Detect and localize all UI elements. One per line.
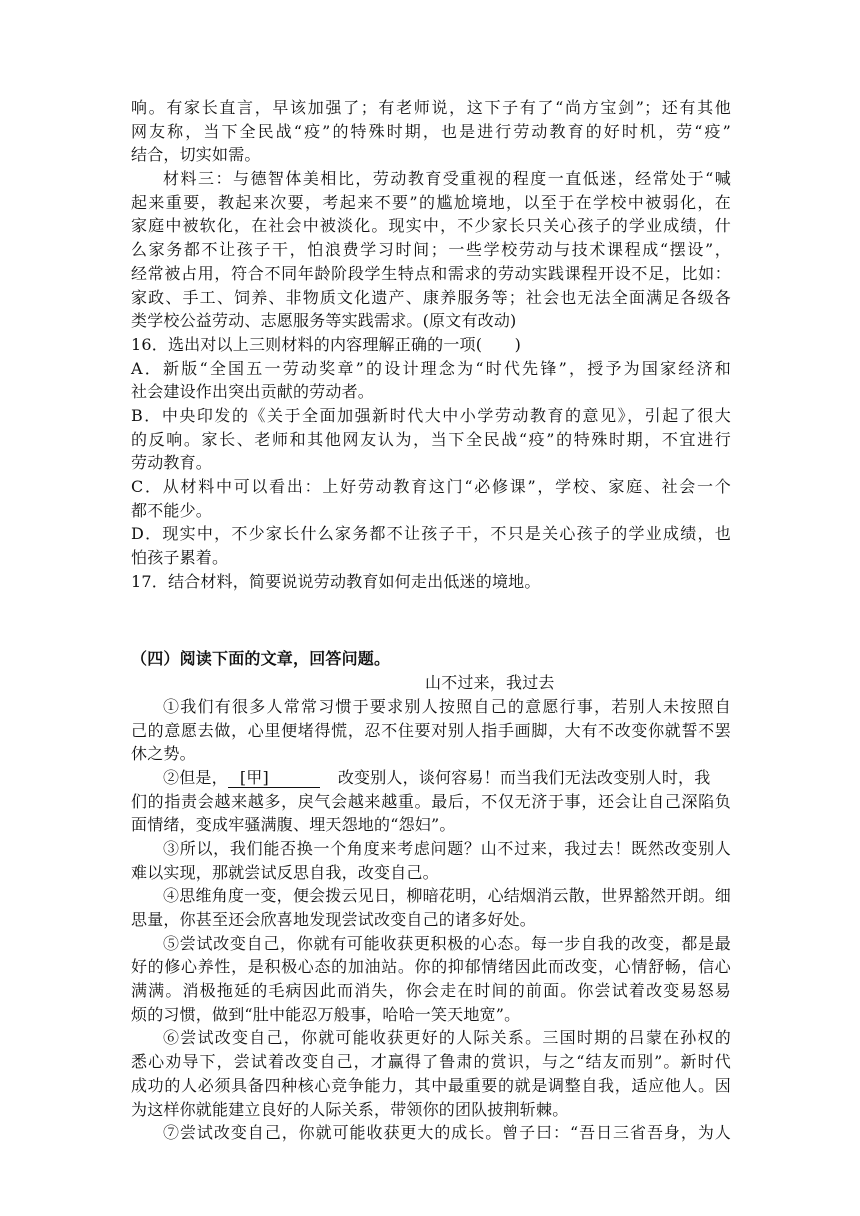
option-d: 怕孩子累着。 bbox=[131, 548, 229, 568]
material-three-line: 家庭中被软化，在社会中被淡化。现实中，不少家长只关心孩子的学业成绩，什 bbox=[131, 216, 731, 236]
paragraph-6: 为这样你就能建立良好的人际关系，带领你的团队披荆斩棘。 bbox=[131, 1099, 569, 1119]
option-a: A．新版“全国五一劳动奖章”的设计理念为“时代先锋”，授予为国家经济和 bbox=[131, 358, 731, 378]
question-17: 17．结合材料，简要说说劳动教育如何走出低迷的境地。 bbox=[131, 571, 541, 591]
option-b: B．中央印发的《关于全面加强新时代大中小学劳动教育的意见》，引起了很大 bbox=[131, 405, 731, 425]
paragraph-1: 休之势。 bbox=[131, 744, 196, 764]
answer-blank-jia[interactable] bbox=[228, 769, 320, 788]
paragraph-2: 们的指责会越来越多，戾气会越来越重。最后，不仅无济于事，还会让自己深陷负 bbox=[131, 791, 731, 811]
blank-label: [甲] bbox=[239, 767, 269, 787]
option-d: D．现实中，不少家长什么家务都不让孩子干，不只是关心孩子的学业成绩，也 bbox=[131, 524, 731, 544]
paragraph-3: 难以实现，那就尝试反思自我，改变自己。 bbox=[131, 862, 439, 882]
paragraph-6: ⑥尝试改变自己，你就可能收获更好的人际关系。三国时期的吕蒙在孙权的 bbox=[163, 1028, 731, 1048]
material-three-line: 家政、手工、饲养、非物质文化遗产、康养服务等；社会也无法全面满足各级各 bbox=[131, 287, 731, 307]
paragraph-4: ④思维角度一变，便会拨云见日，柳暗花明，心结烟消云散，世界豁然开朗。细 bbox=[163, 886, 731, 906]
paragraph-3: ③所以，我们能否换一个角度来考虑问题？山不过来，我过去！既然改变别人 bbox=[163, 838, 731, 858]
paragraph-1: 己的意愿去做，心里便堵得慌，忍不住要对别人指手画脚，大有不改变你就誓不罢 bbox=[131, 720, 731, 740]
paragraph-6: 成功的人必须具备四种核心竞争能力，其中最重要的就是调整自我，适应他人。因 bbox=[131, 1075, 731, 1095]
option-c: 都不能少。 bbox=[131, 500, 213, 520]
paragraph-4: 思量，你甚至还会欣喜地发现尝试改变自己的诸多好处。 bbox=[131, 910, 537, 929]
paragraph-2-rest: 改变别人，谈何容易！而当我们无法改变别人时，我 bbox=[337, 767, 711, 787]
paragraph-7: ⑦尝试改变自己，你就可能收获更大的成长。曾子曰：“吾日三省吾身，为人 bbox=[163, 1123, 731, 1143]
paragraph-6: 悉心劝导下，尝试着改变自己，才赢得了鲁肃的赏识，与之“结友而别”。新时代 bbox=[131, 1052, 731, 1072]
paragraph-5: ⑤尝试改变自己，你就有可能收获更积极的心态。每一步自我的改变，都是最 bbox=[163, 933, 731, 953]
material-three-line: 起来重要，教起来次要，考起来不要”的尴尬境地，以至于在学校中被弱化，在 bbox=[131, 192, 731, 212]
paragraph-5: 好的修心养性，是积极心态的加油站。你的抑郁情绪因此而改变，心情舒畅，信心 bbox=[131, 957, 731, 977]
spacer bbox=[131, 593, 731, 647]
option-b: 劳动教育。 bbox=[131, 453, 213, 473]
paragraph-2-start: ②但是， bbox=[163, 767, 228, 787]
paragraph-5: 烦的习惯，做到“肚中能忍万般事，哈哈一笑天地宽”。 bbox=[131, 1004, 521, 1024]
option-a: 社会建设作出突出贡献的劳动者。 bbox=[131, 382, 375, 402]
question-16-stem: 16．选出对以上三则材料的内容理解正确的一项( ) bbox=[131, 334, 522, 354]
paragraph-2-first-line bbox=[131, 766, 731, 790]
text-line: 结合，切实如需。 bbox=[131, 145, 261, 165]
material-three-line: 么家务都不让孩子干，怕浪费学习时间；一些学校劳动与技术课程成“摆设”， bbox=[131, 240, 731, 260]
section-heading: （四）阅读下面的文章，回答问题。 bbox=[131, 649, 391, 669]
document-page bbox=[131, 96, 731, 1145]
option-c: C．从材料中可以看出：上好劳动教育这门“必修课”，学校、家庭、社会一个 bbox=[131, 477, 731, 496]
option-b: 的反响。家长、老师和其他网友认为，当下全民战“疫”的特殊时期，不宜进行 bbox=[131, 429, 731, 449]
material-three-line: 经常被占用，符合不同年龄阶段学生特点和需求的劳动实践课程开设不足，比如： bbox=[131, 263, 731, 283]
text-line: 网友称，当下全民战“疫”的特殊时期，也是进行劳动教育的好时机，劳“疫” bbox=[131, 121, 731, 141]
material-three-line: 类学校公益劳动、志愿服务等实践需求。(原文有改动) bbox=[131, 311, 517, 331]
material-three-line: 材料三：与德智体美相比，劳动教育受重视的程度一直低迷，经常处于“喊 bbox=[163, 169, 731, 189]
text-line: 响。有家长直言，早该加强了；有老师说，这下子有了“尚方宝剑”；还有其他 bbox=[131, 98, 731, 117]
article-title: 山不过来，我过去 bbox=[425, 673, 555, 693]
paragraph-5: 满满。消极拖延的毛病因此而消失，你会走在时间的前面。你尝试着改变易怒易 bbox=[131, 981, 731, 1001]
paragraph-1: ①我们有很多人常常习惯于要求别人按照自己的意愿行事，若别人未按照自 bbox=[163, 696, 731, 716]
paragraph-2: 面情绪，变成牢骚满腹、埋天怨地的“怨妇”。 bbox=[131, 815, 456, 835]
